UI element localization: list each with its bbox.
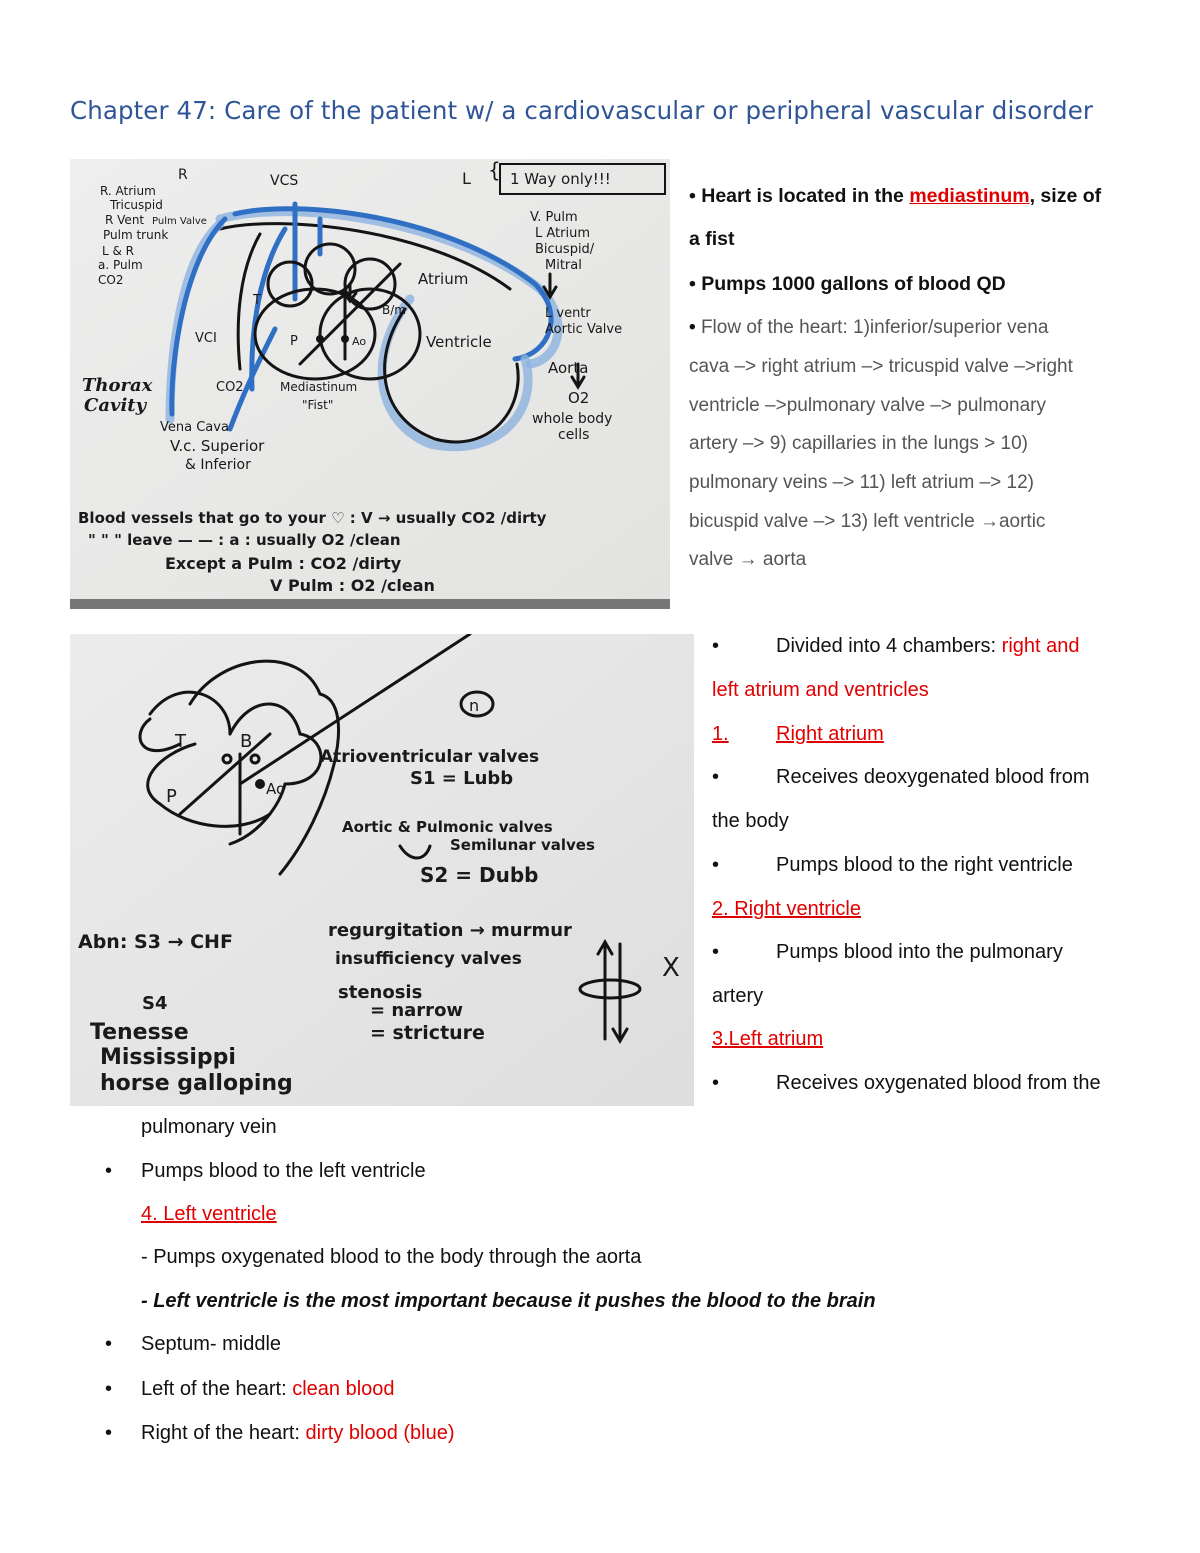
label-vcs: VCS bbox=[270, 173, 299, 189]
bullet-dot bbox=[712, 854, 719, 877]
label-tenesse: Tenesse bbox=[90, 1020, 189, 1045]
label-abn: Abn: S3 → CHF bbox=[78, 931, 233, 953]
heading-left-ventricle: 4. Left ventricle bbox=[141, 1203, 277, 1225]
heading-right-ventricle: 2. Right ventricle bbox=[712, 898, 861, 920]
label-aortic-valve: Aortic Valve bbox=[545, 322, 623, 337]
heart-sounds-photo bbox=[70, 634, 694, 1106]
label-cavity: Cavity bbox=[84, 395, 147, 416]
label-pulm-valve: Pulm Valve bbox=[152, 216, 207, 227]
label-mediastinum: Mediastinum bbox=[280, 380, 358, 394]
heading-left-atrium: 3.Left atrium bbox=[712, 1028, 824, 1050]
rv-pumps-cont: artery bbox=[712, 985, 764, 1007]
flow-line-7: valve → aorta bbox=[689, 549, 807, 570]
bullet-dot bbox=[105, 1333, 112, 1356]
label-inferior: & Inferior bbox=[185, 457, 251, 473]
note-line-4: V Pulm : O2 /clean bbox=[270, 576, 435, 595]
mediastinum-link: mediastinum bbox=[909, 185, 1030, 207]
bullet-location-cont: a fist bbox=[689, 228, 735, 250]
label-insuff: insufficiency valves bbox=[335, 949, 522, 969]
la-receives: Receives oxygenated blood from the bbox=[776, 1072, 1101, 1094]
label-l: L bbox=[462, 169, 471, 188]
label-l-atrium: L Atrium bbox=[535, 226, 590, 241]
rv-pumps: Pumps blood into the pulmonary bbox=[776, 941, 1063, 963]
label-fist: "Fist" bbox=[302, 398, 334, 412]
label-regurg: regurgitation → murmur bbox=[328, 920, 572, 941]
label-r: R bbox=[178, 167, 188, 183]
label-b: B bbox=[240, 731, 253, 752]
label-atrium: Atrium bbox=[418, 270, 469, 288]
label-narrow: = narrow bbox=[370, 1000, 464, 1021]
label-t: T bbox=[175, 731, 186, 752]
label-bicuspid: Bicuspid/ bbox=[535, 242, 595, 257]
bullet-dot bbox=[712, 635, 719, 658]
brace: { bbox=[488, 159, 501, 182]
label-p: P bbox=[290, 334, 298, 349]
label-bm: B/m bbox=[382, 303, 406, 317]
label-p: P bbox=[166, 786, 177, 807]
ra-receives: Receives deoxygenated blood from bbox=[776, 766, 1090, 788]
label-whole-body: whole body bbox=[532, 411, 613, 427]
bullet-dot bbox=[712, 766, 719, 789]
label-vci: VCI bbox=[195, 331, 217, 346]
ra-pumps: Pumps blood to the right ventricle bbox=[776, 854, 1073, 876]
bullet-dot bbox=[689, 317, 696, 338]
bullet-flow: • Flow of the heart: 1)inferior/superior vena bbox=[689, 317, 1048, 339]
label-s1: S1 = Lubb bbox=[410, 768, 514, 789]
bullet-location: • Heart is located in the mediastinum, size of bbox=[689, 185, 1101, 208]
bullet-dot bbox=[712, 1072, 719, 1095]
label-ao: Ao bbox=[266, 780, 286, 798]
label-r-atrium: R. Atrium bbox=[100, 184, 156, 198]
label-tricuspid: Tricuspid bbox=[110, 198, 163, 212]
label-semilunar: Semilunar valves bbox=[450, 836, 595, 854]
lv-important: - Left ventricle is the most important because it pushes the blood to the brain bbox=[141, 1290, 876, 1312]
la-receives-cont: pulmonary vein bbox=[141, 1116, 277, 1138]
label-r-vent: R Vent bbox=[105, 213, 145, 227]
flow-line-5: pulmonary veins –> 11) left atrium –> 12) bbox=[689, 472, 1034, 493]
la-pumps: Pumps blood to the left ventricle bbox=[141, 1160, 426, 1182]
note-line-3: Except a Pulm : CO2 /dirty bbox=[165, 554, 402, 573]
label-one-way: 1 Way only!!! bbox=[510, 170, 611, 188]
heart-flow-photo bbox=[70, 159, 670, 609]
label-stenosis: stenosis bbox=[338, 982, 423, 1003]
note-line-2: " " " leave — — : a : usually O2 /clean bbox=[88, 531, 401, 549]
label-l-ventr: L ventr bbox=[545, 306, 591, 321]
page-title: Chapter 47: Care of the patient w/ a cardiovascular or peripheral vascular disorder bbox=[70, 96, 1094, 125]
heading-right-atrium: Right atrium bbox=[776, 723, 884, 745]
label-aortic-pulm: Aortic & Pulmonic valves bbox=[342, 818, 553, 836]
label-a-pulm: a. Pulm bbox=[98, 258, 143, 272]
flow-line-4: artery –> 9) capillaries in the lungs > 10) bbox=[689, 433, 1029, 454]
label-aorta: Aorta bbox=[548, 359, 589, 377]
label-ao: Ao bbox=[352, 335, 367, 348]
bullet-dot bbox=[689, 185, 696, 207]
septum: Septum- middle bbox=[141, 1333, 282, 1355]
chambers-line-2: left atrium and ventricles bbox=[712, 679, 929, 701]
label-t: T bbox=[253, 293, 261, 308]
lv-pumps: - Pumps oxygenated blood to the body through the aorta bbox=[141, 1246, 642, 1268]
ra-receives-cont: the body bbox=[712, 810, 789, 832]
label-x: X bbox=[662, 953, 680, 983]
label-vena-cava: Vena Cava bbox=[160, 420, 229, 435]
label-thorax: Thorax bbox=[82, 375, 153, 396]
bullet-dot bbox=[105, 1378, 112, 1401]
label-vc-superior: V.c. Superior bbox=[170, 437, 265, 455]
label-mitral: Mitral bbox=[545, 258, 582, 273]
left-heart: Left of the heart: clean blood bbox=[141, 1378, 395, 1400]
flow-line-6: bicuspid valve –> 13) left ventricle →aortic bbox=[689, 511, 1046, 532]
bullet-pumps: • Pumps 1000 gallons of blood QD bbox=[689, 273, 1006, 296]
label-ventricle: Ventricle bbox=[426, 333, 492, 351]
label-av-valves: Atrioventricular valves bbox=[320, 747, 540, 767]
label-co2-mid: CO2 bbox=[216, 380, 244, 395]
chambers-line-1: Divided into 4 chambers: right and bbox=[776, 635, 1080, 657]
bullet-dot bbox=[712, 941, 719, 964]
note-line-1: Blood vessels that go to your ♡ : V → usually CO2 /dirty bbox=[78, 509, 547, 527]
bullet-dot bbox=[105, 1422, 112, 1445]
bullet-dot bbox=[689, 273, 696, 295]
flow-line-2: cava –> right atrium –> tricuspid valve –>right bbox=[689, 356, 1073, 377]
label-stricture: = stricture bbox=[370, 1022, 485, 1044]
flow-line-3: ventricle –>pulmonary valve –> pulmonary bbox=[689, 395, 1046, 416]
label-n: n bbox=[469, 696, 480, 715]
label-horse: horse galloping bbox=[100, 1071, 293, 1096]
label-s2: S2 = Dubb bbox=[420, 863, 539, 887]
heading-1-number: 1. bbox=[712, 723, 729, 745]
bullet-dot bbox=[105, 1160, 112, 1183]
right-heart: Right of the heart: dirty blood (blue) bbox=[141, 1422, 455, 1444]
label-pulm-trunk: Pulm trunk bbox=[103, 228, 169, 242]
label-cells: cells bbox=[558, 427, 590, 443]
label-v-pulm: V. Pulm bbox=[530, 210, 578, 225]
label-l-r: L & R bbox=[102, 244, 135, 258]
label-o2: O2 bbox=[568, 389, 590, 407]
label-mississippi: Mississippi bbox=[100, 1045, 236, 1070]
label-s4: S4 bbox=[142, 993, 168, 1014]
label-co2-left: CO2 bbox=[98, 273, 124, 287]
